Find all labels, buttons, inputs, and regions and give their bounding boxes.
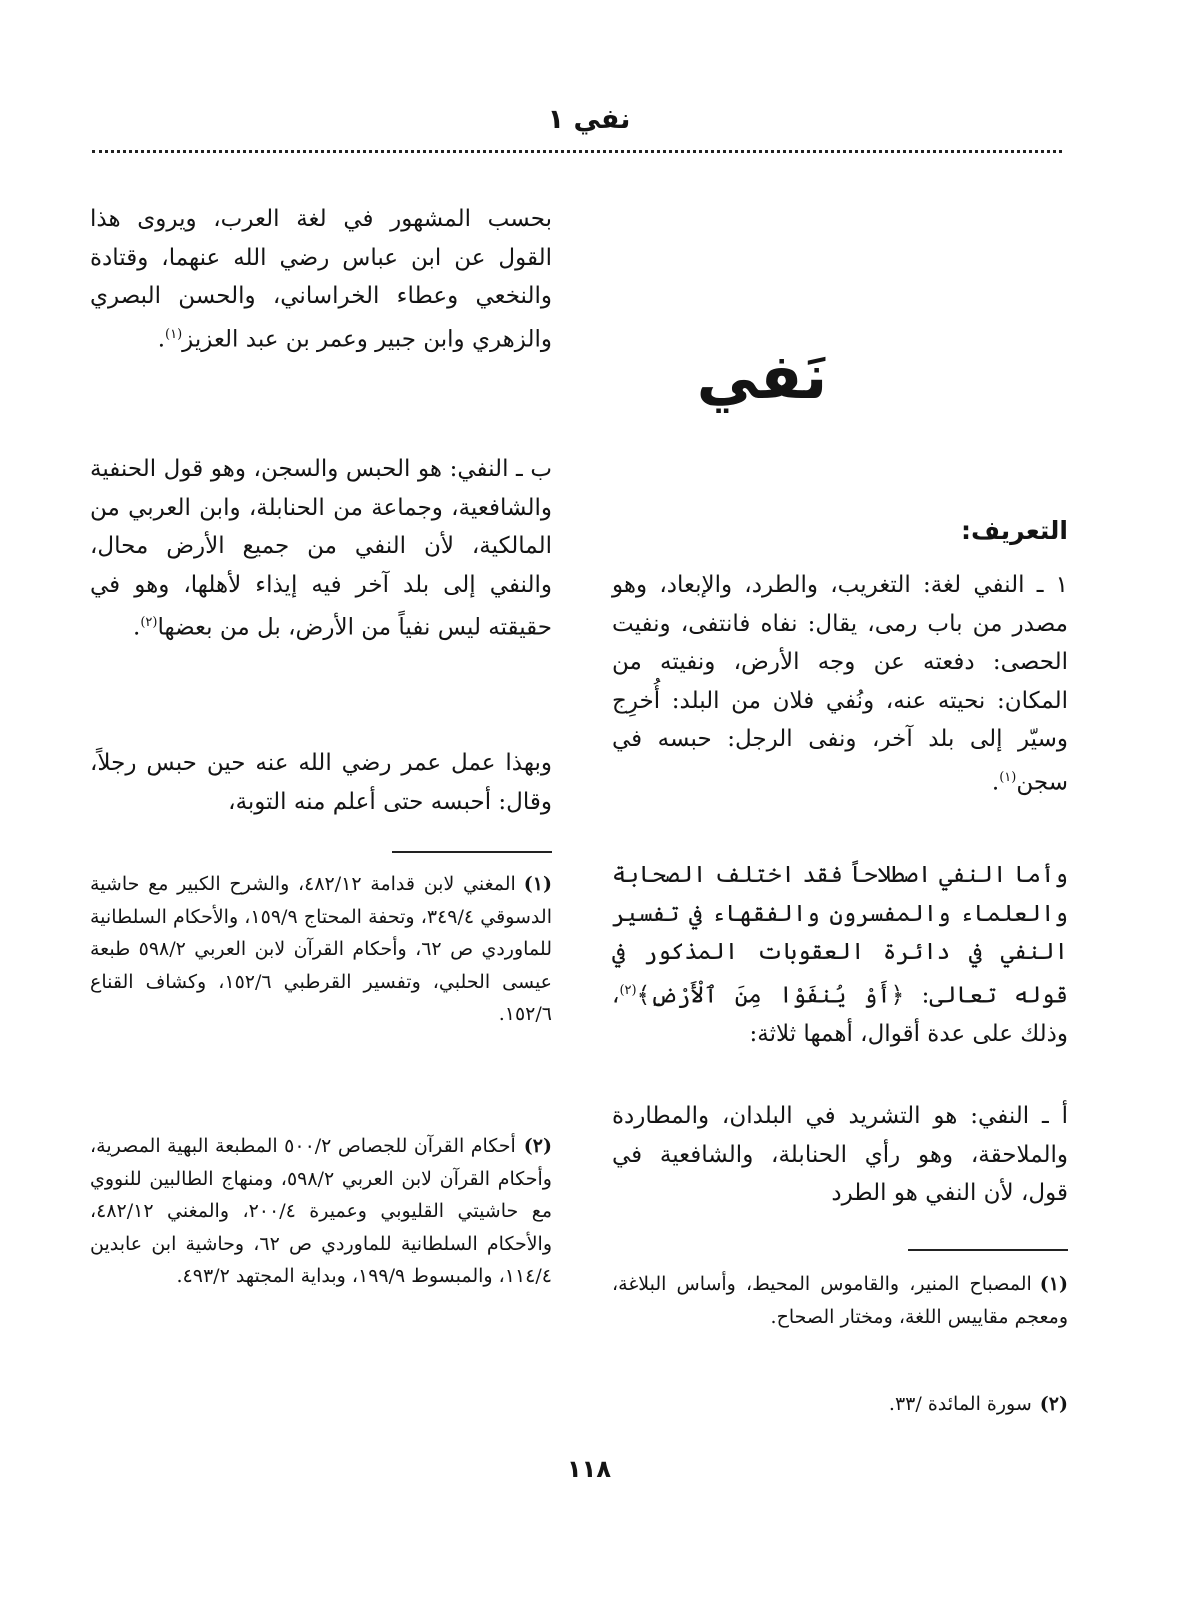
left-paragraph-1 (90, 200, 552, 359)
footnote-number: (١) (1039, 1273, 1068, 1295)
right-paragraph-2-end: ، وذلك على عدة أقوال، أهمها ثلاثة: (612, 982, 1068, 1047)
left-footnote-rule (392, 851, 552, 853)
entry-title: نَفي (696, 340, 828, 413)
left-paragraph-3 (90, 744, 552, 821)
footnote-number: (٢) (1039, 1393, 1068, 1415)
left-paragraph-3-text: وبهذا عمل عمر رضي الله عنه حين حبس رجلاً، وقال: أحبسه حتى أعلم منه التوبة، (90, 750, 552, 815)
left-paragraph-2-end: . (133, 614, 141, 641)
right-paragraph-1-text: ١ ـ النفي لغة: التغريب، والطرد، والإبعاد، وهو مصدر من باب رمى، يقال: نفاه فانتفى، ونفيت الحصى: دفعته عن وجه الأرض، ونفيته من المكان: نحيته عنه، ونُفي فلان من البلد: أُخرِج وسيّر إلى بلد آخر، ونفى الرجل: حبسه في سجن (612, 572, 1068, 796)
left-paragraph-2 (90, 450, 552, 647)
footnote-ref-1: (١) (999, 769, 1017, 785)
left-paragraph-1-end: . (157, 326, 166, 353)
left-footnote-1 (90, 868, 552, 1031)
running-head: نفي ١ (547, 104, 631, 135)
left-paragraph-2-text: ب ـ النفي: هو الحبس والسجن، وهو قول الحنفية والشافعية، وجماعة من الحنابلة، وابن العربي من المالكية، لأن النفي من جميع الأرض محال، والنفي إلى بلد آخر فيه إيذاء لأهلها، وهو في حقيقته ليس نفياً من الأرض، بل من بعضها (90, 456, 552, 641)
right-footnote-2 (612, 1388, 1068, 1421)
left-paragraph-1-text: بحسب المشهور في لغة العرب، ويروى هذا القول عن ابن عباس رضي الله عنهما، وقتادة والنخعي وعطاء الخراساني، والحسن البصري والزهري وابن جبير وعمر بن عبد العزيز (90, 206, 552, 353)
header-dotted-rule (92, 150, 1062, 153)
footnote-text: المصباح المنير، والقاموس المحيط، وأساس البلاغة، ومعجم مقاييس اللغة، ومختار الصحاح. (612, 1273, 1068, 1328)
footnote-ref-2: (٢) (619, 982, 637, 998)
footnote-number: (٢) (523, 1135, 552, 1157)
right-paragraph-2 (612, 856, 1068, 1053)
right-paragraph-2-text: وأما النفي اصطلاحاً فقد اختلف الصحابة والعلماء والمفسرون والفقهاء في تفسير النفي في دائرة العقوبات المذكور في قوله تعالى: ﴿أَوْ يُنفَوْا مِنَ ٱلْأَرْضِ﴾ (612, 862, 1068, 1009)
right-footnote-1 (612, 1268, 1068, 1333)
right-footnote-rule (908, 1249, 1068, 1251)
footnote-text: المغني لابن قدامة ٤٨٢/١٢، والشرح الكبير مع حاشية الدسوقي ٣٤٩/٤، وتحفة المحتاج ١٥٩/٩، والأحكام السلطانية للماوردي ص ٦٢، وأحكام القرآن لابن العربي ٥٩٨/٢ طبعة عيسى الحلبي، وتفسير القرطبي ١٥٢/٦، وكشاف القناع ١٥٢/٦. (90, 873, 553, 1025)
left-footnote-2 (90, 1130, 552, 1293)
right-paragraph-3-text: أ ـ النفي: هو التشريد في البلدان، والمطاردة والملاحقة، وهو رأي الحنابلة، والشافعية في قول، لأن النفي هو الطرد (612, 1103, 1068, 1206)
right-paragraph-3 (612, 1097, 1068, 1213)
footnote-number: (١) (523, 873, 553, 895)
footnote-ref-2: (٢) (140, 615, 158, 630)
footnote-text: سورة المائدة /٣٣. (888, 1393, 1032, 1415)
page-number: ١١٨ (567, 1455, 611, 1483)
right-paragraph-1 (612, 566, 1068, 802)
right-paragraph-1-end: . (991, 769, 1000, 796)
section-heading: التعريف: (961, 516, 1068, 545)
footnote-ref-1: (١) (165, 326, 183, 342)
footnote-text: أحكام القرآن للجصاص ٥٠٠/٢ المطبعة البهية المصرية، وأحكام القرآن لابن العربي ٥٩٨/٢، ومنهاج الطالبين للنووي مع حاشيتي القليوبي وعميرة ٢٠٠/٤، والمغني ٤٨٢/١٢، والأحكام السلطانية للماوردي ص ٦٢، وحاشية ابن عابدين ١١٤/٤، والمبسوط ١٩٩/٩، وبداية المجتهد ٤٩٣/٢. (90, 1135, 552, 1287)
